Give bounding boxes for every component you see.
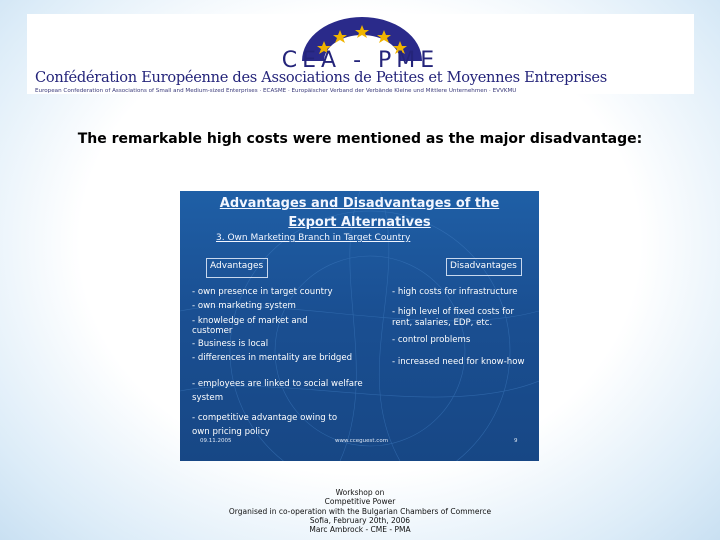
advantage-item: - Business is local (192, 339, 269, 349)
slide-title-line-1: Advantages and Disadvantages of the (219, 196, 500, 211)
caption-line: Sofia, February 20th, 2006 (309, 515, 411, 525)
advantage-item: customer (192, 326, 233, 336)
organization-subtitle: European Confederation of Associations of Small and Medium-sized Enterprises · ECASME · Europäischer Verband der Verbände Kleine und Mittlere Unternehmen · EVVKMU (35, 88, 517, 94)
caption-line: Organised in co-operation with the Bulgarian Chambers of Commerce (228, 506, 492, 516)
caption-line: Marc Ambrock - CME - PMA (309, 525, 411, 535)
disadvantage-item: - control problems (392, 335, 471, 345)
slide-footer-url: www.cceguest.com (335, 438, 389, 444)
disadvantage-item: - high costs for infrastructure (392, 287, 518, 297)
advantages-header: Advantages (206, 258, 268, 278)
advantage-item: own pricing policy (192, 427, 270, 437)
slide-subtitle: 3. Own Marketing Branch in Target Country (216, 233, 411, 243)
advantage-item: system (192, 393, 224, 403)
disadvantage-item: rent, salaries, EDP, etc. (392, 318, 493, 328)
slide-footer-date: 09.11.2005 (200, 438, 232, 444)
advantage-item: - differences in mentality are bridged (192, 353, 353, 363)
advantage-item: - own marketing system (192, 301, 296, 311)
caption-line: Competitive Power (324, 497, 396, 507)
organization-name: Confédération Européenne des Associations de Petites et Moyennes Entreprises (35, 69, 607, 86)
advantage-item: - own presence in target country (192, 287, 333, 297)
logo-text: CEA - PME (281, 48, 440, 73)
slide-title (180, 194, 539, 232)
header-banner (27, 14, 694, 94)
caption (0, 488, 720, 534)
advantage-item: - competitive advantage owing to (192, 413, 338, 423)
disadvantages-header: Disadvantages (446, 258, 522, 276)
disadvantage-item: - high level of fixed costs for (392, 307, 515, 317)
slide-image (180, 191, 539, 461)
caption-line: Workshop on (335, 488, 385, 497)
advantage-item: - knowledge of market and (192, 316, 308, 326)
slide-footer-page: 9 (514, 438, 518, 444)
slide-title-line-2: Export Alternatives (288, 215, 431, 230)
advantage-item: - employees are linked to social welfare (192, 379, 363, 389)
disadvantage-item: - increased need for know-how (392, 357, 525, 367)
headline: The remarkable high costs were mentioned as the major disadvantage: (77, 131, 643, 147)
